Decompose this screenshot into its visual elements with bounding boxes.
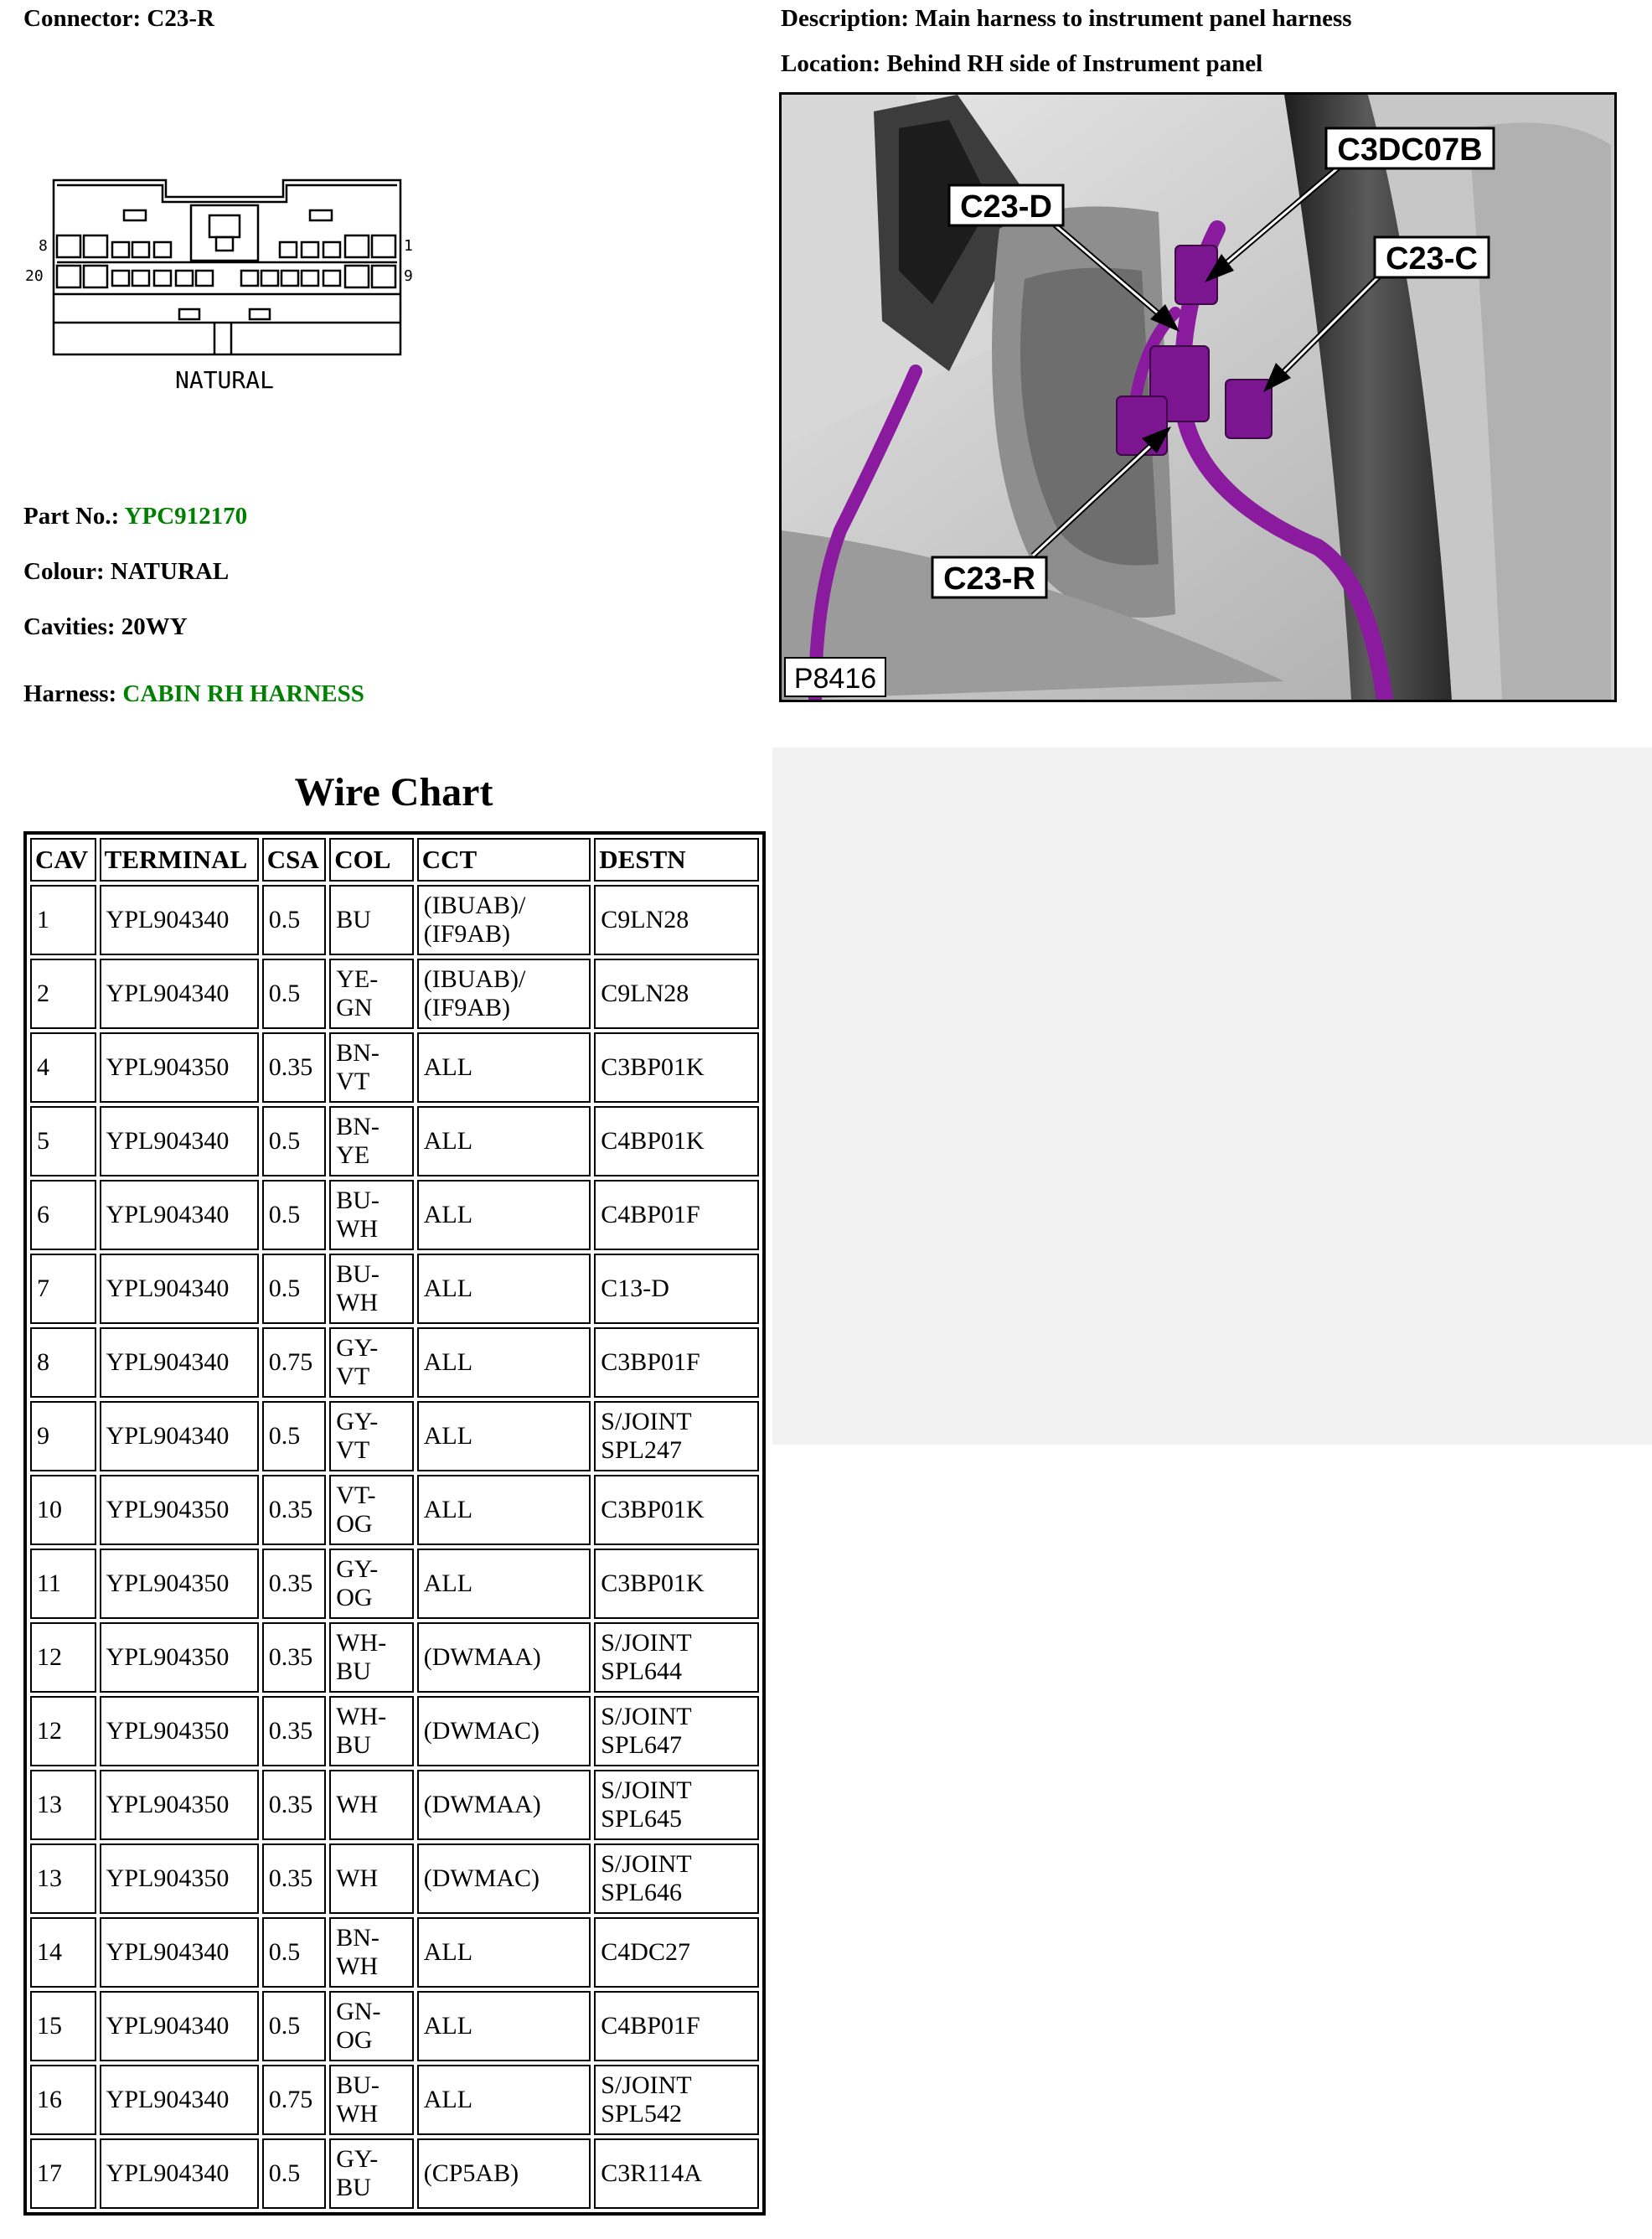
col-cell-line: WH [336, 1215, 379, 1243]
cct-cell [417, 959, 591, 1029]
destn-cell [594, 1475, 759, 1545]
table-row [30, 1917, 759, 1988]
terminal-cell: YPL904350 [100, 1475, 259, 1545]
destn-cell [594, 885, 759, 955]
cavities-line [23, 612, 188, 642]
col-cell-line: BN- [336, 1113, 379, 1140]
col-cell-line: YE- [336, 965, 379, 993]
cct-cell [417, 2138, 591, 2209]
table-row [30, 1622, 759, 1693]
description-value: Main harness to instrument panel harness [915, 5, 1352, 32]
col-cell-line: BU [336, 1731, 371, 1759]
cct-cell [417, 1622, 591, 1693]
connector-heading [23, 3, 214, 34]
col-cell [329, 1917, 414, 1988]
col-cell [329, 1770, 414, 1840]
cav-cell: 5 [30, 1106, 96, 1176]
col-cell-line: YE [336, 1141, 370, 1169]
csa-cell: 0.5 [262, 1254, 326, 1324]
header-csa: CSA [262, 838, 326, 882]
cct-cell [417, 1254, 591, 1324]
cav-cell: 1 [30, 885, 96, 955]
cav-cell: 8 [30, 1327, 96, 1398]
terminal-cell: YPL904340 [100, 2138, 259, 2209]
cct-cell-line: (CP5AB) [423, 2159, 519, 2187]
colour-line [23, 556, 229, 587]
cct-cell-line: ALL [423, 1348, 473, 1376]
destn-cell-line: C3BP01K [601, 1053, 705, 1081]
wire-chart-table [23, 831, 766, 2216]
destn-cell [594, 1327, 759, 1398]
diagram-colour-label: NATURAL [174, 366, 275, 394]
col-cell [329, 2138, 414, 2209]
table-row [30, 1991, 759, 2061]
cavities-label: Cavities: [23, 613, 116, 640]
cct-cell [417, 2065, 591, 2135]
csa-cell: 0.35 [262, 1843, 326, 1914]
table-row [30, 2138, 759, 2209]
cct-cell-line: (IBUAB)/ [423, 892, 526, 919]
cct-cell-line: ALL [423, 1938, 473, 1966]
wire-chart-body [30, 885, 759, 2209]
location-value: Behind RH side of Instrument panel [886, 50, 1263, 77]
pin-20-label: 20 [25, 267, 44, 285]
table-row [30, 1254, 759, 1324]
col-cell-line: WH [336, 1952, 379, 1980]
col-cell [329, 1180, 414, 1250]
cav-cell: 13 [30, 1770, 96, 1840]
csa-cell: 0.5 [262, 1106, 326, 1176]
harness-line [23, 679, 364, 709]
cavities-value: 20WY [121, 613, 188, 640]
col-cell-line: BU [336, 2174, 371, 2201]
description-heading [781, 3, 1352, 34]
terminal-cell: YPL904340 [100, 1991, 259, 2061]
part-number-label: Part No.: [23, 503, 120, 530]
cav-cell: 6 [30, 1180, 96, 1250]
part-number-line [23, 501, 247, 531]
cct-cell [417, 1401, 591, 1471]
destn-cell-line: S/JOINT [601, 1408, 692, 1435]
col-cell-line: BU [336, 906, 371, 933]
destn-cell-line: SPL646 [601, 1879, 682, 1906]
table-row [30, 1475, 759, 1545]
destn-cell [594, 959, 759, 1029]
destn-cell-line: S/JOINT [601, 1776, 692, 1804]
terminal-cell: YPL904350 [100, 1843, 259, 1914]
destn-cell [594, 1549, 759, 1619]
csa-cell: 0.35 [262, 1549, 326, 1619]
wire-chart-title: Wire Chart [294, 770, 493, 814]
destn-cell-line: S/JOINT [601, 1629, 692, 1657]
destn-cell-line: C3BP01F [601, 1348, 700, 1376]
destn-cell-line: SPL644 [601, 1657, 682, 1685]
colour-value: NATURAL [110, 558, 230, 585]
cct-cell [417, 1917, 591, 1988]
destn-cell-line: C3BP01K [601, 1496, 705, 1523]
terminal-cell: YPL904340 [100, 1106, 259, 1176]
destn-cell-line: SPL645 [601, 1805, 682, 1833]
destn-cell [594, 1106, 759, 1176]
col-cell-line: GY- [336, 1555, 379, 1583]
col-cell-line: GY- [336, 2145, 379, 2173]
terminal-cell: YPL904340 [100, 885, 259, 955]
terminal-cell: YPL904340 [100, 1327, 259, 1398]
cct-cell-line: ALL [423, 1422, 473, 1450]
col-cell-line: VT [336, 1363, 370, 1390]
cct-cell-line: (IF9AB) [423, 994, 511, 1021]
csa-cell: 0.75 [262, 2065, 326, 2135]
location-heading [781, 49, 1262, 79]
terminal-cell: YPL904340 [100, 1180, 259, 1250]
destn-cell-line: SPL247 [601, 1436, 682, 1464]
cav-cell: 12 [30, 1696, 96, 1766]
csa-cell: 0.75 [262, 1327, 326, 1398]
col-cell-line: BU- [336, 1187, 379, 1214]
location-photo [779, 92, 1617, 702]
col-cell-line: BN- [336, 1039, 379, 1067]
destn-cell [594, 1254, 759, 1324]
csa-cell: 0.5 [262, 1917, 326, 1988]
destn-cell [594, 1770, 759, 1840]
cct-cell-line: ALL [423, 1127, 473, 1155]
cct-cell [417, 1770, 591, 1840]
destn-cell-line: S/JOINT [601, 2071, 692, 2099]
col-cell-line: WH [336, 1791, 379, 1818]
col-cell-line: WH- [336, 1703, 387, 1730]
destn-cell [594, 1180, 759, 1250]
destn-cell [594, 1991, 759, 2061]
csa-cell: 0.5 [262, 959, 326, 1029]
col-cell [329, 1327, 414, 1398]
col-cell [329, 2065, 414, 2135]
col-cell-line: BU- [336, 1260, 379, 1288]
cct-cell-line: ALL [423, 1275, 473, 1302]
col-cell-line: WH [336, 2100, 379, 2128]
csa-cell: 0.35 [262, 1622, 326, 1693]
pin-1-label: 1 [404, 237, 413, 255]
cct-cell [417, 1180, 591, 1250]
cav-cell: 2 [30, 959, 96, 1029]
cct-cell [417, 1549, 591, 1619]
destn-cell [594, 1032, 759, 1103]
connector-label: Connector: [23, 5, 142, 32]
csa-cell: 0.5 [262, 885, 326, 955]
header-destn: DESTN [594, 838, 759, 882]
col-cell [329, 959, 414, 1029]
cct-cell-line: ALL [423, 2012, 473, 2040]
col-cell-line: WH- [336, 1629, 387, 1657]
table-row [30, 1327, 759, 1398]
header-cct: CCT [417, 838, 591, 882]
cav-cell: 13 [30, 1843, 96, 1914]
terminal-cell: YPL904350 [100, 1549, 259, 1619]
csa-cell: 0.35 [262, 1696, 326, 1766]
harness-label: Harness: [23, 680, 117, 707]
csa-cell: 0.35 [262, 1032, 326, 1103]
table-row [30, 959, 759, 1029]
callout-c23-r: C23-R [943, 561, 1035, 597]
destn-cell-line: C13-D [601, 1275, 669, 1302]
terminal-cell: YPL904340 [100, 1254, 259, 1324]
col-cell [329, 1991, 414, 2061]
cct-cell [417, 1843, 591, 1914]
destn-cell [594, 2065, 759, 2135]
cct-cell-line: (DWMAC) [423, 1864, 540, 1892]
col-cell [329, 1254, 414, 1324]
col-cell-line: OG [336, 1510, 373, 1538]
cct-cell [417, 1475, 591, 1545]
callout-c3dc07b: C3DC07B [1337, 132, 1483, 168]
colour-label: Colour: [23, 558, 105, 585]
cav-cell: 12 [30, 1622, 96, 1693]
destn-cell-line: S/JOINT [601, 1703, 692, 1730]
col-cell [329, 1475, 414, 1545]
col-cell-line: WH [336, 1289, 379, 1316]
col-cell [329, 1549, 414, 1619]
photo-reference: P8416 [793, 663, 877, 695]
col-cell [329, 1696, 414, 1766]
col-cell [329, 1843, 414, 1914]
location-illustration [782, 95, 1614, 700]
destn-cell-line: S/JOINT [601, 1850, 692, 1878]
col-cell [329, 1106, 414, 1176]
destn-cell-line: C9LN28 [601, 906, 689, 933]
cct-cell-line: (DWMAA) [423, 1643, 541, 1671]
cct-cell [417, 1106, 591, 1176]
header-cav: CAV [30, 838, 96, 882]
table-row [30, 1696, 759, 1766]
col-cell [329, 1622, 414, 1693]
destn-cell [594, 1622, 759, 1693]
connector-value: C23-R [147, 5, 214, 32]
cct-cell-line: ALL [423, 1053, 473, 1081]
terminal-cell: YPL904340 [100, 1917, 259, 1988]
cct-cell-line: ALL [423, 1201, 473, 1228]
cav-cell: 16 [30, 2065, 96, 2135]
table-row [30, 1549, 759, 1619]
cct-cell-line: ALL [423, 2086, 473, 2113]
cav-cell: 10 [30, 1475, 96, 1545]
destn-cell-line: C3R114A [601, 2159, 702, 2187]
destn-cell-line: SPL647 [601, 1731, 682, 1759]
col-cell-line: VT [336, 1436, 370, 1464]
destn-cell [594, 2138, 759, 2209]
table-row [30, 1401, 759, 1471]
table-row [30, 2065, 759, 2135]
location-label: Location: [781, 50, 881, 77]
table-row [30, 1180, 759, 1250]
cct-cell-line: (IBUAB)/ [423, 965, 526, 993]
cct-cell-line: (DWMAC) [423, 1717, 540, 1745]
callout-c23-d: C23-D [960, 189, 1052, 225]
table-row [30, 1843, 759, 1914]
destn-cell-line: C4DC27 [601, 1938, 690, 1966]
table-header-row [30, 838, 759, 882]
terminal-cell: YPL904350 [100, 1622, 259, 1693]
callout-c23-c: C23-C [1386, 241, 1478, 277]
col-cell-line: WH [336, 1864, 379, 1892]
col-cell-line: BU [336, 1657, 371, 1685]
col-cell [329, 1032, 414, 1103]
csa-cell: 0.35 [262, 1475, 326, 1545]
cct-cell-line: ALL [423, 1569, 473, 1597]
destn-cell [594, 1696, 759, 1766]
part-number-link[interactable]: YPC912170 [124, 503, 248, 530]
col-cell-line: BN- [336, 1924, 379, 1952]
cav-cell: 15 [30, 1991, 96, 2061]
destn-cell [594, 1843, 759, 1914]
destn-cell [594, 1917, 759, 1988]
blank-side-panel [772, 747, 1652, 1445]
col-cell-line: BU- [336, 2071, 379, 2099]
table-row [30, 885, 759, 955]
cct-cell-line: (IF9AB) [423, 920, 511, 948]
destn-cell-line: C4BP01K [601, 1127, 705, 1155]
destn-cell [594, 1401, 759, 1471]
table-row [30, 1770, 759, 1840]
destn-cell-line: C4BP01F [601, 2012, 700, 2040]
terminal-cell: YPL904340 [100, 1401, 259, 1471]
cav-cell: 4 [30, 1032, 96, 1103]
col-cell [329, 885, 414, 955]
terminal-cell: YPL904350 [100, 1032, 259, 1103]
header-terminal: TERMINAL [100, 838, 259, 882]
cav-cell: 11 [30, 1549, 96, 1619]
col-cell-line: VT [336, 1068, 370, 1095]
cav-cell: 14 [30, 1917, 96, 1988]
cav-cell: 7 [30, 1254, 96, 1324]
destn-cell-line: C9LN28 [601, 980, 689, 1007]
destn-cell-line: C3BP01K [601, 1569, 705, 1597]
cct-cell [417, 1696, 591, 1766]
col-cell-line: VT- [336, 1481, 376, 1509]
connector-face-diagram [23, 172, 426, 406]
table-row [30, 1032, 759, 1103]
col-cell-line: OG [336, 1584, 373, 1611]
header-col: COL [329, 838, 414, 882]
pin-8-label: 8 [39, 237, 48, 255]
col-cell-line: OG [336, 2026, 373, 2054]
pin-9-label: 9 [404, 267, 413, 285]
csa-cell: 0.5 [262, 1401, 326, 1471]
csa-cell: 0.35 [262, 1770, 326, 1840]
terminal-cell: YPL904340 [100, 2065, 259, 2135]
col-cell-line: GN- [336, 1998, 381, 2025]
col-cell-line: GN [336, 994, 373, 1021]
terminal-cell: YPL904340 [100, 959, 259, 1029]
col-cell-line: GY- [336, 1334, 379, 1362]
cct-cell [417, 1327, 591, 1398]
destn-cell-line: SPL542 [601, 2100, 682, 2128]
harness-link[interactable]: CABIN RH HARNESS [122, 680, 364, 707]
cct-cell [417, 1991, 591, 2061]
terminal-cell: YPL904350 [100, 1770, 259, 1840]
col-cell [329, 1401, 414, 1471]
cct-cell [417, 885, 591, 955]
csa-cell: 0.5 [262, 1180, 326, 1250]
table-row [30, 1106, 759, 1176]
cct-cell-line: (DWMAA) [423, 1791, 541, 1818]
cav-cell: 9 [30, 1401, 96, 1471]
csa-cell: 0.5 [262, 2138, 326, 2209]
description-label: Description: [781, 5, 910, 32]
col-cell-line: GY- [336, 1408, 379, 1435]
cav-cell: 17 [30, 2138, 96, 2209]
terminal-cell: YPL904350 [100, 1696, 259, 1766]
destn-cell-line: C4BP01F [601, 1201, 700, 1228]
cct-cell [417, 1032, 591, 1103]
cct-cell-line: ALL [423, 1496, 473, 1523]
csa-cell: 0.5 [262, 1991, 326, 2061]
